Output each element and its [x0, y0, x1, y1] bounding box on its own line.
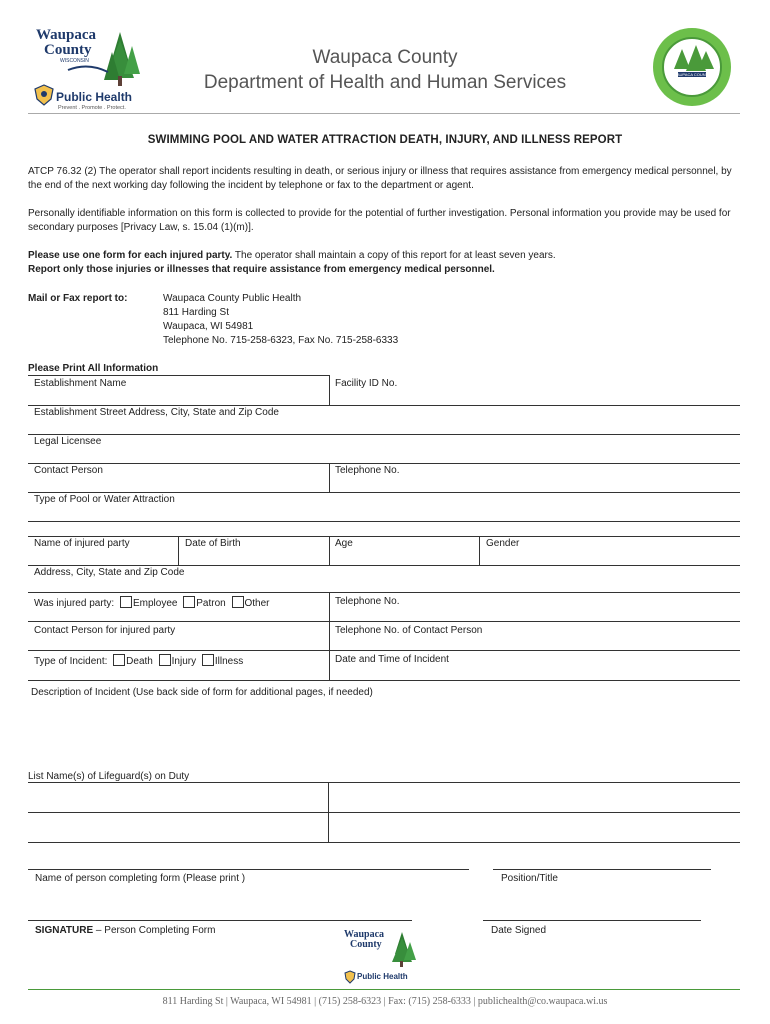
footer-contact: 811 Harding St | Waupaca, WI 54981 | (715) 258-6323 | Fax: (715) 258-6333 | publichealth@co.waupaca.wi.us: [162, 996, 608, 1007]
telephone-field[interactable]: Telephone No.: [335, 465, 400, 476]
logo-line2: County: [44, 42, 92, 58]
description-field[interactable]: Description of Incident (Use back side of form for additional pages, if needed): [31, 687, 373, 698]
signature-rest: – Person Completing Form: [93, 925, 216, 936]
divider: [329, 592, 330, 621]
incident-type: [34, 654, 243, 668]
footer-logo-ph: Public Health: [357, 972, 408, 981]
footer-logo-line2: County: [350, 939, 382, 950]
logo-public-health: Public Health: [56, 90, 133, 104]
contact-person-field[interactable]: Contact Person: [34, 465, 103, 476]
row-rule: [28, 521, 740, 522]
name-label: Name of person completing form (Please print ): [35, 873, 246, 884]
mail-line: Waupaca County Public Health: [163, 293, 302, 304]
privacy-paragraph: Personally identifiable information on this form is collected to provide for the potential of further investigation. Personal information you provide may be used for secondary purposes [Privacy Law, s. 15.04 (1)(m)].: [28, 208, 731, 233]
row-rule: [28, 650, 740, 651]
name-line[interactable]: [28, 869, 469, 870]
row-rule: [28, 536, 740, 537]
mail-line: Telephone No. 715-258-6323, Fax No. 715-258-6333: [163, 335, 399, 346]
form-top-rule: [28, 375, 329, 376]
date-line[interactable]: [483, 920, 701, 921]
row-rule: [28, 405, 740, 406]
footer-logo-name: [344, 930, 384, 950]
footer-rule: [28, 989, 740, 990]
footer-logo-line1: Waupaca: [344, 929, 385, 940]
one-form-bold: Please use one form for each injured party.: [28, 250, 233, 261]
position-label: Position/Title: [501, 873, 558, 884]
row-rule: [28, 680, 740, 681]
injured-name-field[interactable]: Name of injured party: [34, 538, 130, 549]
shield-icon: [34, 84, 54, 106]
gender-field[interactable]: Gender: [486, 538, 520, 549]
divider: [329, 375, 330, 405]
patron-label: Patron: [196, 598, 226, 609]
lifeguard-field-1[interactable]: [29, 783, 327, 811]
street-address-field[interactable]: Establishment Street Address, City, State and Zip Code: [34, 407, 279, 418]
death-label: Death: [126, 656, 153, 667]
pool-type-field[interactable]: Type of Pool or Water Attraction: [34, 494, 175, 505]
divider: [329, 650, 330, 680]
illness-label: Illness: [214, 656, 244, 667]
logo-state: WISCONSIN: [60, 58, 89, 64]
injured-telephone-field[interactable]: Telephone No.: [335, 596, 400, 607]
employee-checkbox[interactable]: [120, 596, 132, 608]
page-title: [150, 45, 620, 95]
death-checkbox[interactable]: [113, 654, 125, 666]
footer-logo: [340, 928, 420, 988]
row-rule: [28, 463, 740, 464]
row-rule: [28, 434, 740, 435]
county-logo: [28, 26, 148, 112]
logo-line1: Waupaca: [36, 27, 97, 43]
contact-injured-field[interactable]: Contact Person for injured party: [34, 625, 176, 636]
seal-text: WAUPACA COUNTY: [673, 72, 711, 77]
other-label: Other: [244, 598, 270, 609]
injury-checkbox[interactable]: [159, 654, 171, 666]
mail-label: Mail or Fax report to:: [28, 293, 128, 304]
contact-phone-field[interactable]: Telephone No. of Contact Person: [335, 625, 483, 636]
mail-line: Waupaca, WI 54981: [163, 321, 254, 332]
divider: [329, 536, 330, 565]
row-rule: [28, 842, 740, 843]
patron-checkbox[interactable]: [183, 596, 195, 608]
row-rule: [28, 492, 740, 493]
lifeguards-label: List Name(s) of Lifeguard(s) on Duty: [28, 771, 190, 782]
shield-icon: [344, 970, 356, 984]
lifeguard-field-4[interactable]: [329, 813, 739, 841]
divider: [329, 463, 330, 492]
legal-licensee-field[interactable]: Legal Licensee: [34, 436, 102, 447]
signature-bold: SIGNATURE: [35, 925, 94, 936]
regulation-paragraph: ATCP 76.32 (2) The operator shall report incidents resulting in death, or serious injury or illness that requires assistance from emergency medical personnel, by the end of the next working day following the incident by telephone or fax to the department or agent.: [28, 166, 732, 191]
divider: [329, 621, 330, 650]
dob-field[interactable]: Date of Birth: [185, 538, 241, 549]
lifeguard-field-2[interactable]: [329, 783, 739, 811]
one-form-rest: The operator shall maintain a copy of this report for at least seven years.: [232, 250, 556, 261]
one-form-paragraph: [28, 249, 740, 263]
signature-label: [35, 925, 215, 937]
document-title: SWIMMING POOL AND WATER ATTRACTION DEATH, INJURY, AND ILLNESS REPORT: [147, 134, 623, 146]
facility-id-field[interactable]: Facility ID No.: [335, 378, 398, 389]
address-field[interactable]: Address, City, State and Zip Code: [34, 567, 185, 578]
logo-tagline: Prevent . Promote . Protect.: [58, 105, 126, 111]
title-line2: Department of Health and Human Services: [203, 72, 567, 93]
injured-party-type: [34, 596, 270, 610]
date-label: Date Signed: [491, 925, 547, 936]
incident-type-label: Type of Incident:: [34, 656, 108, 667]
row-rule: [28, 565, 740, 566]
mail-address: [163, 292, 398, 348]
signature-line[interactable]: [28, 920, 412, 921]
age-field[interactable]: Age: [335, 538, 353, 549]
row-rule: [28, 621, 740, 622]
report-only-paragraph: Report only those injuries or illnesses that require assistance from emergency medical personnel.: [28, 264, 495, 275]
mail-line: 811 Harding St: [163, 307, 229, 318]
title-line1: Waupaca County: [312, 47, 458, 68]
injured-party-label: Was injured party:: [34, 598, 115, 609]
print-heading: Please Print All Information: [28, 363, 159, 374]
divider: [479, 536, 480, 565]
illness-checkbox[interactable]: [202, 654, 214, 666]
injury-label: Injury: [171, 656, 197, 667]
county-seal: [652, 27, 732, 107]
incident-datetime-field[interactable]: Date and Time of Incident: [335, 654, 449, 665]
lifeguard-field-3[interactable]: [29, 813, 327, 841]
logo-county-name: [36, 28, 96, 58]
establishment-name-field[interactable]: Establishment Name: [34, 378, 127, 389]
divider: [178, 536, 179, 565]
row-rule: [28, 592, 740, 593]
position-line[interactable]: [493, 869, 711, 870]
header-divider: [28, 113, 740, 114]
employee-label: Employee: [133, 598, 178, 609]
other-checkbox[interactable]: [232, 596, 244, 608]
